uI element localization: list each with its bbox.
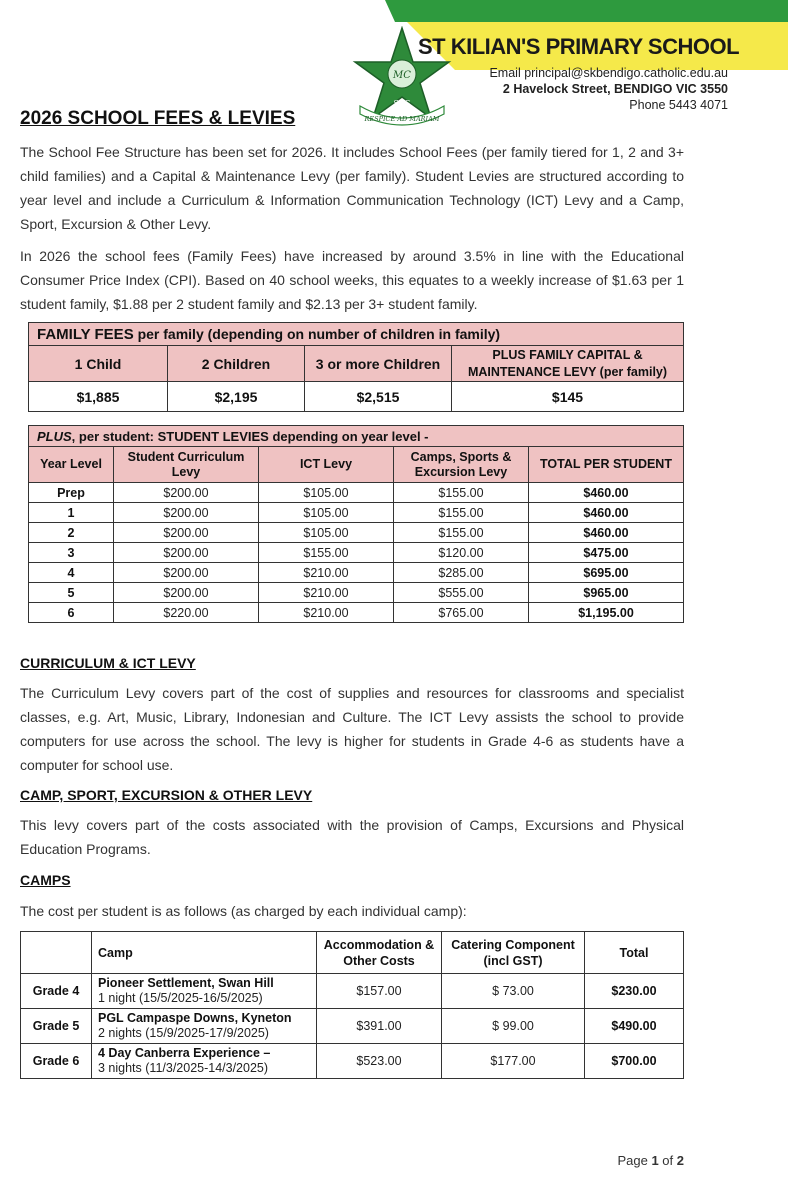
contact-phone: Phone 5443 4071 (629, 98, 728, 112)
levy-ict: $105.00 (259, 483, 394, 503)
levy-curriculum: $200.00 (114, 523, 259, 543)
camp-levy-text: This levy covers part of the costs associated with the provision of Camps, Excursions and Physical Education Programs. (20, 817, 684, 857)
camp-dates: 3 nights (11/3/2025-14/3/2025) (98, 1061, 269, 1075)
levy-ict: $155.00 (259, 543, 394, 563)
camp-accom: $523.00 (317, 1044, 442, 1079)
levy-year: 6 (29, 603, 114, 623)
family-fees-heading: FAMILY FEES per family (depending on number of children in family) (29, 323, 684, 346)
curriculum-text: The Curriculum Levy covers part of the cost of supplies and resources for classrooms and specialist classes, e.g. Art, Music, Library, Indonesian and Culture. The ICT Levy assists the school to provide computers for use across the school. The levy is higher for students in Grade 4-6 as students have a computer for school use. (20, 685, 684, 773)
levy-ict: $210.00 (259, 603, 394, 623)
camp-catering: $ 99.00 (442, 1009, 585, 1044)
camp-total: $230.00 (585, 974, 684, 1009)
camps-header-camp: Camp (92, 932, 317, 974)
family-fees-header-1: 1 Child (29, 346, 168, 382)
camp-total: $700.00 (585, 1044, 684, 1079)
camps-header-grade (21, 932, 92, 974)
camp-name: PGL Campaspe Downs, Kyneton (98, 1011, 292, 1025)
levy-ict: $105.00 (259, 523, 394, 543)
family-fees-table (28, 322, 684, 412)
levy-curriculum: $200.00 (114, 503, 259, 523)
contact-address: 2 Havelock Street, BENDIGO VIC 3550 (502, 82, 728, 96)
student-levies-heading: PLUS, per student: STUDENT LEVIES depending on year level - (29, 426, 684, 447)
levy-curriculum: $200.00 (114, 543, 259, 563)
levy-curriculum: $200.00 (114, 583, 259, 603)
camp-catering: $ 73.00 (442, 974, 585, 1009)
levies-header-camps: Camps, Sports & Excursion Levy (394, 447, 529, 483)
camp-catering: $177.00 (442, 1044, 585, 1079)
levy-total: $475.00 (529, 543, 684, 563)
logo-monogram: MC (393, 70, 411, 81)
levy-camps: $155.00 (394, 523, 529, 543)
camp-name: 4 Day Canberra Experience – (98, 1046, 271, 1060)
camps-intro: The cost per student is as follows (as charged by each individual camp): (20, 903, 467, 919)
family-fees-value-3: $2,515 (305, 382, 452, 412)
levy-ict: $210.00 (259, 583, 394, 603)
levy-camps: $765.00 (394, 603, 529, 623)
levies-header-curriculum: Student Curriculum Levy (114, 447, 259, 483)
levy-year: 5 (29, 583, 114, 603)
logo-motto: RESPICE AD MARIAM (364, 115, 440, 123)
intro-paragraph-2: In 2026 the school fees (Family Fees) have increased by around 3.5% in line with the Educational Consumer Price Index (CPI). Based on 40 school weeks, this equates to a weekly increase of $1.63 per 1 student family, $1.88 per 2 student family and $2.13 per 3+ student family. (20, 248, 684, 312)
camps-header-catering: Catering Component (incl GST) (442, 932, 585, 974)
levies-header-ict: ICT Levy (259, 447, 394, 483)
camp-row (21, 974, 684, 1009)
page-title: 2026 SCHOOL FEES & LEVIES (20, 108, 296, 129)
camp-name: Pioneer Settlement, Swan Hill (98, 976, 274, 990)
levy-curriculum: $220.00 (114, 603, 259, 623)
camp-row (21, 1009, 684, 1044)
levies-row (29, 603, 684, 623)
levy-camps: $155.00 (394, 483, 529, 503)
camp-grade: Grade 4 (21, 974, 92, 1009)
levy-ict: $210.00 (259, 563, 394, 583)
levies-row (29, 563, 684, 583)
family-fees-value-1: $1,885 (29, 382, 168, 412)
levy-curriculum: $200.00 (114, 563, 259, 583)
levy-ict: $105.00 (259, 503, 394, 523)
family-fees-value-2: $2,195 (168, 382, 305, 412)
levy-year: Prep (29, 483, 114, 503)
levy-curriculum: $200.00 (114, 483, 259, 503)
levy-year: 3 (29, 543, 114, 563)
contact-email[interactable]: Email principal@skbendigo.catholic.edu.au (489, 66, 728, 80)
camp-grade: Grade 6 (21, 1044, 92, 1079)
camp-grade: Grade 5 (21, 1009, 92, 1044)
levy-year: 4 (29, 563, 114, 583)
levy-total: $695.00 (529, 563, 684, 583)
camp-accom: $391.00 (317, 1009, 442, 1044)
levy-total: $1,195.00 (529, 603, 684, 623)
levies-row (29, 583, 684, 603)
levy-total: $460.00 (529, 483, 684, 503)
camp-dates: 2 nights (15/9/2025-17/9/2025) (98, 1026, 269, 1040)
camp-dates: 1 night (15/5/2025-16/5/2025) (98, 991, 263, 1005)
camp-details (92, 974, 317, 1009)
levy-camps: $555.00 (394, 583, 529, 603)
student-levies-table (28, 425, 684, 623)
levy-total: $460.00 (529, 503, 684, 523)
camps-heading: CAMPS (20, 872, 71, 888)
levies-row (29, 543, 684, 563)
levies-row (29, 523, 684, 543)
camps-header-accom: Accommodation & Other Costs (317, 932, 442, 974)
levy-year: 2 (29, 523, 114, 543)
levy-total: $460.00 (529, 523, 684, 543)
levy-camps: $155.00 (394, 503, 529, 523)
family-fees-header-4: PLUS FAMILY CAPITAL & MAINTENANCE LEVY (per family) (452, 346, 684, 382)
school-name: ST KILIAN'S PRIMARY SCHOOL (418, 34, 740, 59)
camps-table (20, 931, 684, 1079)
levy-year: 1 (29, 503, 114, 523)
levy-camps: $285.00 (394, 563, 529, 583)
family-fees-value-4: $145 (452, 382, 684, 412)
levy-total: $965.00 (529, 583, 684, 603)
levies-row (29, 503, 684, 523)
levies-header-year: Year Level (29, 447, 114, 483)
family-fees-header-2: 2 Children (168, 346, 305, 382)
page-number: Page 1 of 2 (617, 1153, 684, 1168)
intro-paragraph-1: The School Fee Structure has been set for 2026. It includes School Fees (per family tiered for 1, 2 and 3+ child families) and a Capital & Maintenance Levy (per family). Student Levies are structured according to year level and include a Curriculum & Information Communication Technology (ICT) Levy and a Camp, Sport, Excursion & Other Levy. (20, 144, 684, 232)
camp-levy-heading: CAMP, SPORT, EXCURSION & OTHER LEVY (20, 787, 313, 803)
camp-accom: $157.00 (317, 974, 442, 1009)
curriculum-heading: CURRICULUM & ICT LEVY (20, 655, 196, 671)
camps-header-total: Total (585, 932, 684, 974)
logo-initials: SKS (393, 99, 411, 108)
camp-total: $490.00 (585, 1009, 684, 1044)
levy-camps: $120.00 (394, 543, 529, 563)
camp-row (21, 1044, 684, 1079)
camp-details (92, 1044, 317, 1079)
levies-row (29, 483, 684, 503)
camp-details (92, 1009, 317, 1044)
family-fees-header-3: 3 or more Children (305, 346, 452, 382)
levies-header-total: TOTAL PER STUDENT (529, 447, 684, 483)
